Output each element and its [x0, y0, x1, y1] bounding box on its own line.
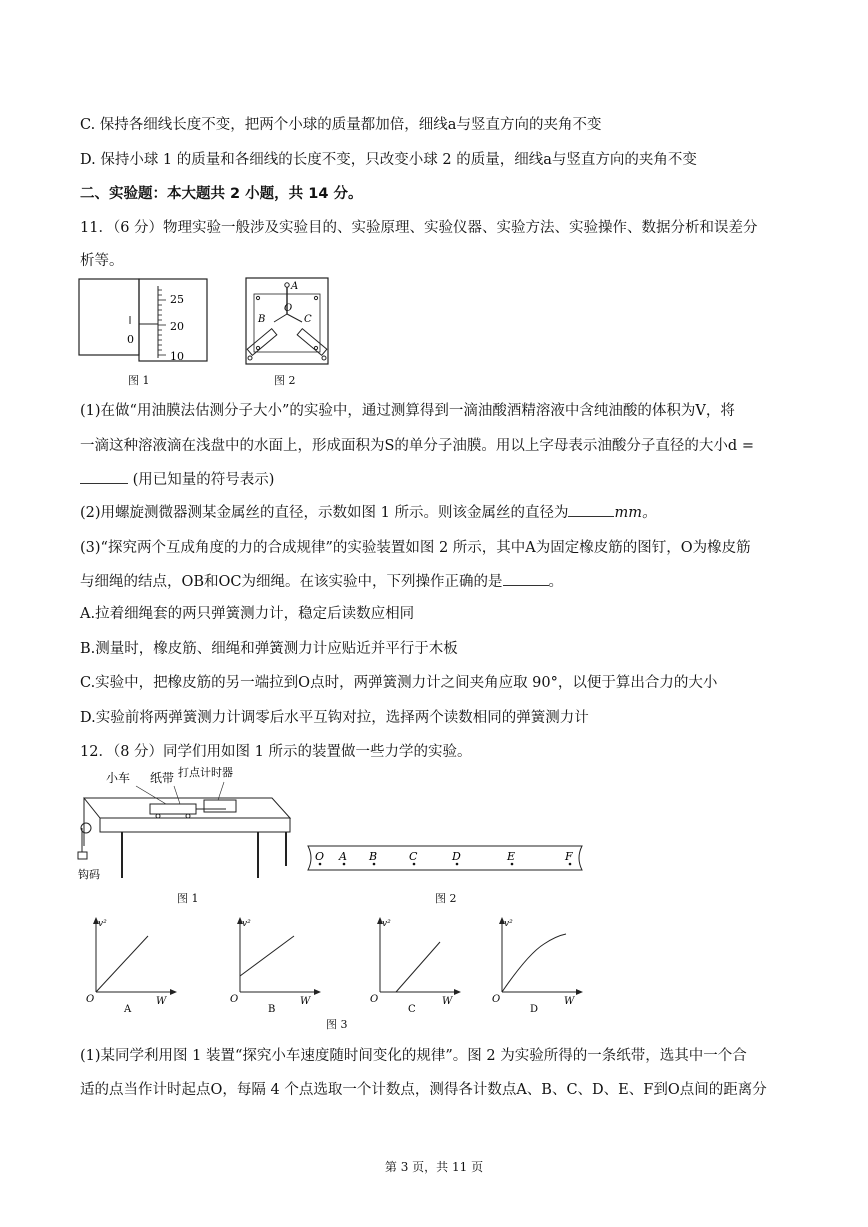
graph-c-label: C: [408, 1004, 416, 1014]
graph-a-xlab: W: [156, 996, 167, 1007]
answer-blank[interactable]: [568, 502, 614, 517]
q12-stem: 12．（8 分）同学们用如图 1 所示的装置做一些力学的实验。: [80, 744, 472, 760]
answer-blank[interactable]: [80, 469, 128, 484]
fig11-cap2: 图 2: [274, 374, 296, 387]
pt-o: O: [284, 303, 293, 314]
option-c: C.实验中，把橡皮筋的另一端拉到O点时，两弹簧测力计之间夹角应取 90°，以便于算出合力的大小: [80, 675, 718, 691]
tape-a: A: [339, 850, 347, 863]
fig12-cap2: 图 2: [435, 892, 457, 905]
p3-text: 与细绳的结点，OB和OC为细绳。在该实验中，下列操作正确的是: [80, 574, 503, 590]
scale-zero: 0: [127, 333, 134, 346]
option-d: D.实验前将两弹簧测力计调零后水平互钩对拉，选择两个读数相同的弹簧测力计: [80, 710, 589, 726]
fig12-apparatus: [76, 766, 296, 884]
tape-b: B: [369, 850, 378, 863]
answer-blank[interactable]: [503, 571, 549, 586]
option-c-line: C. 保持各细线长度不变，把两个小球的质量都加倍，细线a与竖直方向的夹角不变: [80, 117, 602, 133]
label-weight: 钩码: [78, 868, 100, 881]
graph-c-origin: O: [370, 994, 379, 1005]
q12-p1-line1: (1)某同学利用图 1 装置“探究小车速度随时间变化的规律”。图 2 为实验所得的一条纸带，选其中一个合: [80, 1048, 747, 1064]
graph-d-ylab: v²: [504, 919, 513, 929]
p2-line: [80, 501, 656, 522]
label-tape: 纸带: [150, 771, 175, 785]
graph-b-xlab: W: [300, 996, 311, 1007]
tape-o: O: [315, 850, 325, 863]
p3-end: 。: [548, 574, 564, 590]
p1-line3: [80, 468, 274, 489]
graph-b-origin: O: [230, 994, 239, 1005]
label-timer: 打点计时器: [178, 766, 233, 779]
p1-line2: 一滴这种溶液滴在浅盘中的水面上，形成面积为S的单分子油膜。用以上字母表示油酸分子直径的大小d =: [80, 438, 754, 454]
option-b: B.测量时，橡皮筋、细绳和弹簧测力计应贴近并平行于木板: [80, 641, 458, 657]
fig12-cap3: 图 3: [326, 1018, 348, 1031]
tape-d: D: [452, 850, 461, 863]
fig11-cap1: 图 1: [128, 374, 150, 387]
page-footer: 第 3 页，共 11 页: [384, 1160, 484, 1174]
graph-d-xlab: W: [564, 996, 575, 1007]
q11-stem: 11．（6 分）物理实验一般涉及实验目的、实验原理、实验仪器、实验方法、实验操作、数据分析和误差分: [80, 220, 758, 236]
tape-c: C: [409, 850, 418, 863]
pt-c: C: [304, 314, 312, 325]
fig12-cap1: 图 1: [177, 892, 199, 905]
graph-a-origin: O: [86, 994, 95, 1005]
graph-d: [488, 914, 588, 1014]
p3-line1: (3)“探究两个互成角度的力的合成规律”的实验装置如图 2 所示，其中A为固定橡皮筋的图钉，O为橡皮筋: [80, 540, 751, 556]
graph-c-ylab: v²: [382, 919, 391, 929]
p2-text: (2)用螺旋测微器测某金属丝的直径，示数如图 1 所示。则该金属丝的直径为: [80, 505, 569, 521]
section-heading: 二、实验题：本大题共 2 小题，共 14 分。: [80, 186, 363, 202]
q11-stem-cont: 析等。: [80, 253, 124, 269]
graph-d-label: D: [530, 1004, 539, 1014]
pt-b: B: [258, 314, 266, 325]
fig11-force-board: [244, 276, 330, 372]
graph-c-xlab: W: [442, 996, 453, 1007]
fig12-tape: [304, 844, 586, 872]
p2-unit: mm。: [614, 505, 657, 521]
graph-a-label: A: [124, 1004, 132, 1014]
graph-a-ylab: v²: [98, 919, 107, 929]
p1-hint: (用已知量的符号表示): [132, 472, 275, 488]
p3-line2: [80, 570, 563, 591]
graph-a: [82, 914, 182, 1014]
p1-line1: (1)在做“用油膜法估测分子大小”的实验中，通过测算得到一滴油酸酒精溶液中含纯油酸的体积为V，将: [80, 403, 735, 419]
option-d-line: D. 保持小球 1 的质量和各细线的长度不变，只改变小球 2 的质量，细线a与竖直方向的夹角不变: [80, 152, 697, 168]
q12-p1-line2: 适的点当作计时起点O，每隔 4 个点选取一个计数点，测得各计数点A、B、C、D、E、F到O点间的距离分: [80, 1082, 767, 1098]
tape-f: F: [565, 850, 573, 863]
tape-e: E: [507, 850, 516, 863]
scale-10: 10: [170, 350, 184, 363]
graph-b-ylab: v²: [242, 919, 251, 929]
graph-b: [228, 914, 328, 1014]
pt-a: A: [291, 281, 299, 292]
graph-d-origin: O: [492, 994, 501, 1005]
graph-b-label: B: [268, 1004, 276, 1014]
graph-c: [366, 914, 466, 1014]
scale-20: 20: [170, 320, 184, 333]
option-a: A.拉着细绳套的两只弹簧测力计，稳定后读数应相同: [80, 606, 415, 622]
scale-25: 25: [170, 293, 184, 306]
label-car: 小车: [106, 771, 131, 785]
fig11-micrometer: [78, 276, 213, 366]
